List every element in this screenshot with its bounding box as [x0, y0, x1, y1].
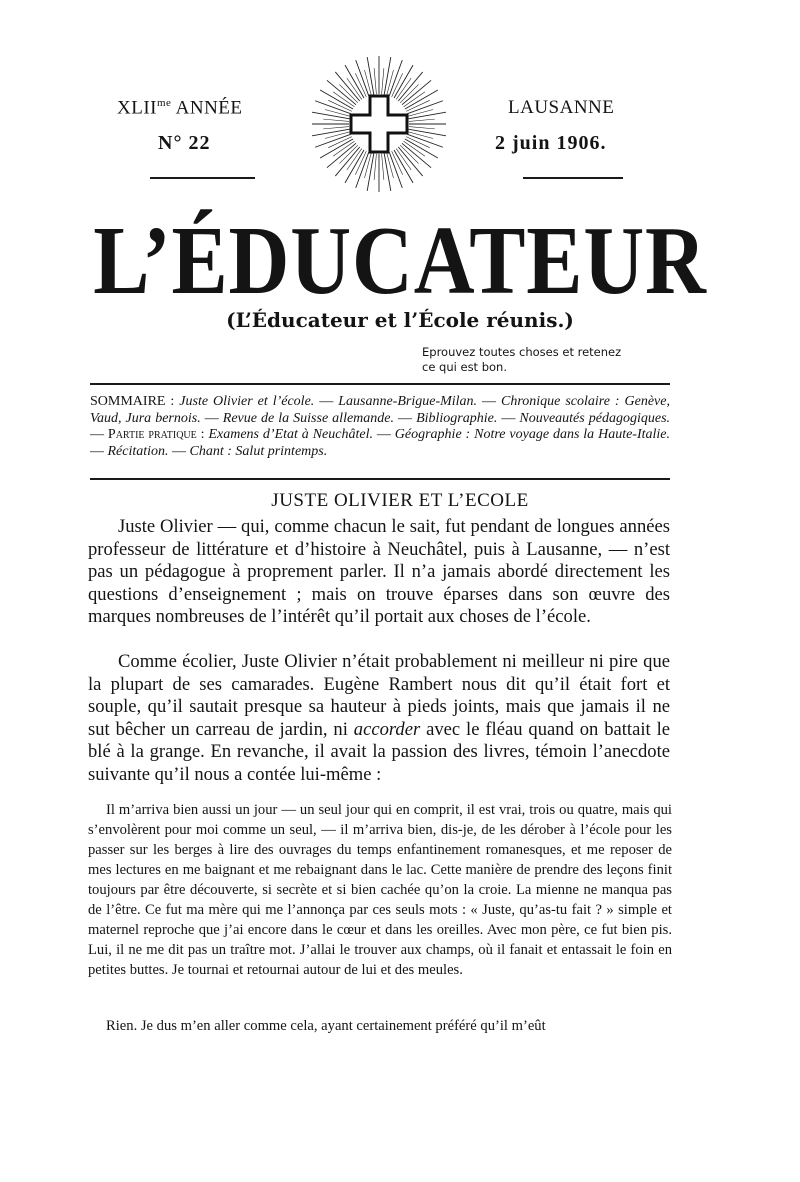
- sunburst-ray: [391, 145, 413, 183]
- sunburst-ray: [335, 72, 363, 106]
- toc-item: Bibliographie.: [416, 410, 498, 426]
- toc-sep: —: [497, 410, 520, 426]
- sunburst-ray: [320, 136, 358, 158]
- sunburst-ray: [397, 80, 431, 108]
- table-of-contents: [90, 394, 670, 460]
- swiss-cross-sunburst-icon: [312, 52, 446, 196]
- masthead-subtitle: (L’Éducateur et l’École réunis.): [226, 308, 574, 332]
- issue-number: N° 22: [158, 132, 211, 154]
- paragraph-2-emphasis: accorder: [353, 718, 421, 740]
- toc-item: Récitation.: [107, 443, 169, 459]
- sunburst-ray: [335, 142, 363, 176]
- quote-paragraph-2: Rien. Je dus m’en aller comme cela, ayant certainement préféré qu’il m’eût: [106, 1018, 546, 1034]
- year-roman: XLII: [117, 97, 157, 119]
- toc-item: Géographie : Notre voyage dans la Haute-Italie.: [394, 427, 671, 442]
- sunburst-ray: [400, 136, 438, 158]
- toc-item: Nouveautés pédagogiques.: [519, 410, 671, 426]
- sunburst-ray: [394, 72, 422, 106]
- sunburst-ray: [394, 142, 422, 176]
- toc-sep: —: [394, 410, 417, 426]
- toc-sep: —: [90, 427, 108, 442]
- toc-item: Partie pratique :: [107, 427, 205, 442]
- epigraph-line-1: Eprouvez toutes choses et retenez: [422, 345, 622, 359]
- place-label: LAUSANNE: [508, 97, 615, 118]
- toc-sep: —: [168, 443, 190, 459]
- sunburst-ray: [397, 139, 431, 167]
- epigraph: [422, 345, 682, 375]
- paragraph-2-text-b: avec le fléau quand on battait le blé à la grange. En revanche, il avait la passion des livres, témoin l’anecdote suivante qu’il nous a contée lui-même :: [88, 718, 670, 785]
- toc-item: Lausanne-Brigue-Milan.: [338, 394, 478, 409]
- toc-item: Revue de la Suisse allemande.: [222, 410, 394, 426]
- toc-label: SOMMAIRE :: [90, 394, 175, 409]
- quote-paragraph-1: Il m’arriva bien aussi un jour — un seul jour qui en comprit, il est vrai, trois ou quatre, mais qui s’envolèrent pour moi comme un seul, — il m’arriva bien, dis-je, de les dérober à l’école pour les passer sur les berges à lire des ouvrages du temps enfantinement romanesques, et me reposer de mes lectures en me baignant et me rebaignant dans le lac. Cette manière de prendre des leçons finit toujours par être découverte, si secrète et si bien cachée qu’on la croie. La mienne ne manqua pas de l’être. Ce fut ma mère qui me l’annonça par ces seuls mots : « Juste, qu’as-tu fait ? » simple et maternel reproche que j’ai encore dans le cœur et dans les oreilles. Avec mon père, ce fut bien pis. Lui, il ne me dit pas un traître mot. J’allai le trouver aux champs, où il fanait et entassait le foin en petites buttes. Je tournai et retournai autour de lui et des meules.: [88, 802, 672, 978]
- toc-sep: —: [477, 394, 501, 409]
- masthead-title: L’ÉDUCATEUR: [93, 207, 707, 315]
- toc-sep: —: [90, 443, 108, 459]
- header-rule-left: [150, 177, 255, 179]
- epigraph-line-2: ce qui est bon.: [422, 360, 508, 374]
- sunburst-ray: [345, 145, 367, 183]
- toc-sep: —: [372, 427, 395, 442]
- article-paragraph-2: [88, 651, 670, 786]
- summary-bottom-rule: [90, 478, 670, 480]
- article-paragraph-1: Juste Olivier — qui, comme chacun le sait, fut pendant de longues années professeur de littérature et d’histoire à Neuchâtel, puis à Lausanne, — n’est pas un pédagogue à proprement parler. Il n’a jamais abordé directement les questions d’enseignement ; mais on trouve éparses dans son œuvre des marques nombreuses de l’intérêt qu’il portait aux choses de l’école.: [88, 516, 670, 627]
- sunburst-ray: [400, 90, 438, 112]
- paragraph-2-text-a: Comme écolier, Juste Olivier n’était probablement ni meilleur ni pire que la plupart de ses camarades. Eugène Rambert nous dit qu’il était fort et souple, qu’il sautait presque sa hauteur à pieds joints, mais que jamais il ne sut bêcher un carreau de jardin, ni: [88, 651, 670, 740]
- toc-sep: —: [200, 410, 223, 426]
- sunburst-ray: [320, 90, 358, 112]
- year-label: [117, 97, 243, 119]
- summary-top-rule: [90, 383, 670, 385]
- toc-item: Juste Olivier et l’école.: [179, 394, 315, 409]
- toc-item: Chronique scolaire : Genève, Vaud, Jura bernois.: [90, 394, 670, 426]
- year-word: ANNÉE: [171, 97, 243, 119]
- sunburst-ray: [327, 80, 361, 108]
- issue-date: 2 juin 1906.: [495, 132, 607, 154]
- sunburst-ray: [391, 65, 413, 103]
- year-sup: me: [156, 97, 172, 109]
- toc-item: Examens d’Etat à Neuchâtel.: [208, 427, 373, 442]
- toc-sep: —: [314, 394, 339, 409]
- sunburst-ray: [345, 65, 367, 103]
- article-title: JUSTE OLIVIER ET L’ECOLE: [271, 490, 529, 511]
- header-rule-right: [523, 177, 623, 179]
- sunburst-ray: [327, 139, 361, 167]
- toc-item: Chant : Salut printemps.: [189, 443, 328, 459]
